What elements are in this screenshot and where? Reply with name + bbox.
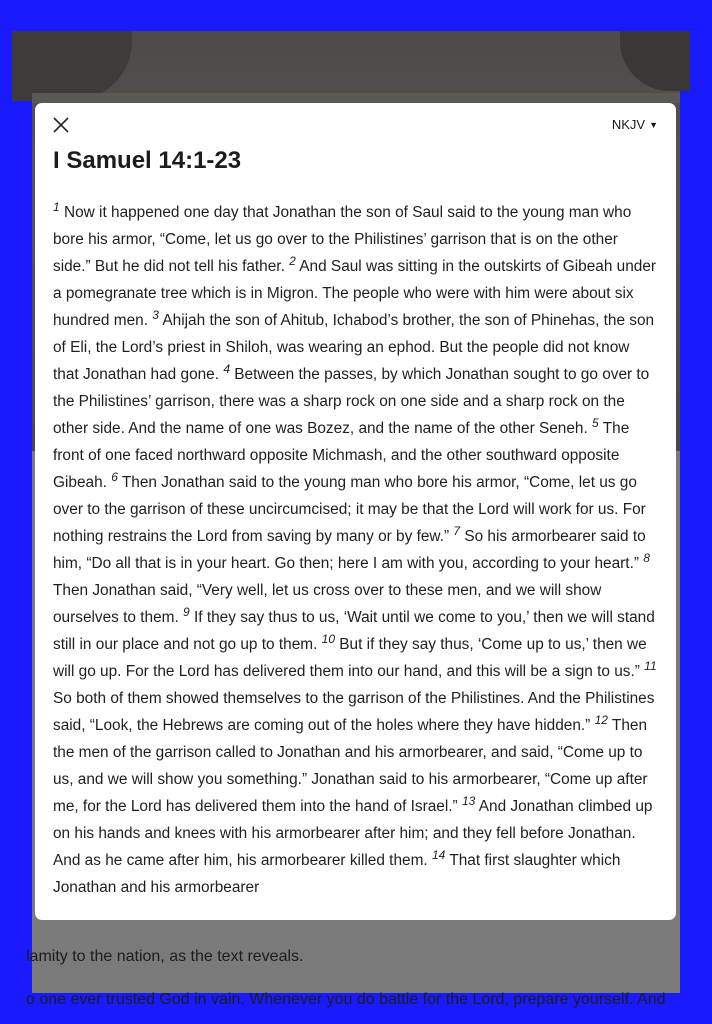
verse-number: 3 (152, 307, 159, 322)
verse-number: 12 (594, 712, 608, 727)
photo-shadow (620, 31, 690, 91)
caret-down-icon: ▼ (649, 119, 658, 130)
verse-text: That first slaughter which Jonathan and his armorbearer (53, 852, 621, 896)
verse-text: The front of one faced northward opposite Michmash, and the other southward opposite Gibeah. (53, 420, 630, 491)
verse-number: 14 (431, 847, 446, 862)
article-line: o one ever trusted God in vain. Whenever you do battle for the Lord, prepare yourself. And (26, 991, 666, 1008)
verse-number: 13 (461, 793, 476, 808)
photo-shelf (32, 93, 680, 103)
version-selector[interactable] (612, 117, 658, 132)
verse-text: Then the men of the garrison called to Jonathan and his armorbearer, and said, “Come up to us, and we will show you something.” Jonathan said to his armorbearer, “Come up after me, for the Lord has delivered them into the hand of Israel.” (53, 717, 648, 815)
passage-title: I Samuel 14:1-23 (53, 147, 242, 174)
verse-number: 8 (643, 550, 650, 565)
verse-number: 4 (223, 361, 230, 376)
verse-text: Then Jonathan said, “Very well, let us cross over to these men, and we will show ourselves to them. (53, 582, 602, 626)
photo-shadow (12, 31, 132, 101)
verse-text: If they say thus to us, ‘Wait until we come to you,’ then we will stand still in our place and not go up to them. (53, 609, 655, 653)
article-line: lamity to the nation, as the text reveals. (26, 948, 304, 965)
verse-number: 9 (183, 604, 190, 619)
verse-number: 6 (111, 469, 118, 484)
verse-text: Between the passes, by which Jonathan sought to go over to the Philistines’ garrison, there was a sharp rock on one side and a sharp rock on the other side. And the name of one was Bozez, and the name of the other Seneh. (53, 366, 650, 437)
verse-text: Ahijah the son of Ahitub, Ichabod’s brother, the son of Phinehas, the son of Eli, the Lord’s priest in Shiloh, was wearing an ephod. But the people did not know that Jonathan had gone. (53, 312, 655, 383)
verse-number: 2 (289, 253, 296, 268)
verse-number: 7 (453, 523, 461, 538)
verse-number: 1 (53, 199, 60, 214)
passage-text (53, 199, 659, 901)
close-button[interactable] (49, 113, 73, 137)
verse-text: And Jonathan climbed up on his hands and knees with his armorbearer after him; and they fell before Jonathan. And as he came after him, his armorbearer killed them. (53, 798, 653, 869)
verse-text: But if they say thus, ‘Come up to us,’ then we will go up. For the Lord has delivered them into our hand, and this will be a sign to us.” (53, 636, 647, 680)
x-icon (53, 117, 69, 133)
verse-text: So his armorbearer said to him, “Do all that is in your heart. Go then; here I am with you, according to your heart.” (53, 528, 646, 572)
verse-text: Now it happened one day that Jonathan the son of Saul said to the young man who bore his armor, “Come, let us go over to the Philistines’ garrison that is on the other side.” But he did not tell his father. (53, 204, 632, 275)
verse-text: So both of them showed themselves to the garrison of the Philistines. And the Philistines said, “Look, the Hebrews are coming out of the holes where they have hidden.” (53, 690, 655, 734)
verse-number: 10 (321, 631, 336, 646)
verse-text: Then Jonathan said to the young man who bore his armor, “Come, let us go over to the garrison of these uncircumcised; it may be that the Lord will work for us. For nothing restrains the Lord from saving by many or by few.” (53, 474, 646, 545)
verse-number: 11 (644, 658, 657, 673)
version-label: NKJV (611, 117, 646, 132)
scripture-modal (35, 103, 676, 920)
verse-text: And Saul was sitting in the outskirts of Gibeah under a pomegranate tree which is in Migron. The people who were with him were about six hundred men. (53, 258, 657, 329)
verse-number: 5 (592, 415, 599, 430)
